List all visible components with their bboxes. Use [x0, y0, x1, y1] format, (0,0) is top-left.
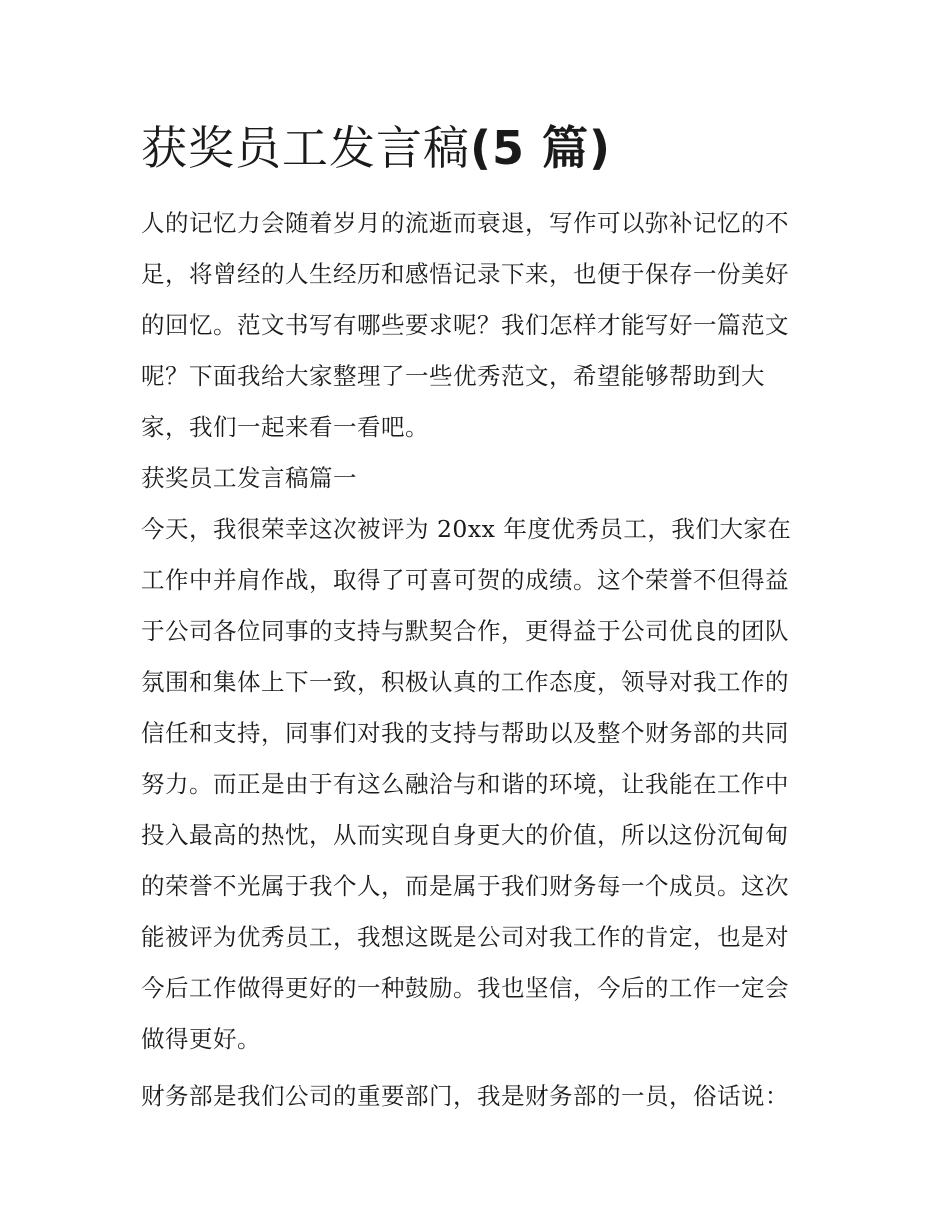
paragraph-1	[141, 504, 821, 1065]
section-heading: 获奖员工发言稿篇一	[141, 464, 357, 492]
text-line: 的荣誉不光属于我个人，而是属于我们财务每一个成员。这次	[141, 872, 789, 900]
document-title	[141, 112, 611, 184]
intro-paragraph	[141, 198, 821, 453]
title-text: 获奖员工发言稿	[141, 121, 470, 175]
text-line: 财务部是我们公司的重要部门，我是财务部的一员，俗话说：	[141, 1082, 789, 1110]
text-line: 信任和支持，同事们对我的支持与帮助以及整个财务部的共同	[141, 719, 789, 747]
text-line: 今天，我很荣幸这次被评为 20xx 年度优秀员工，我们大家在	[141, 515, 792, 543]
text-line: 做得更好。	[141, 1025, 261, 1053]
text-line: 氛围和集体上下一致，积极认真的工作态度，领导对我工作的	[141, 668, 789, 696]
text-line: 的回忆。范文书写有哪些要求呢？我们怎样才能写好一篇范文	[141, 311, 789, 339]
text-line: 呢？下面我给大家整理了一些优秀范文，希望能够帮助到大	[141, 362, 765, 390]
text-line: 能被评为优秀员工，我想这既是公司对我工作的肯定，也是对	[141, 923, 789, 951]
text-line: 努力。而正是由于有这么融洽与和谐的环境，让我能在工作中	[141, 770, 789, 798]
text-line: 今后工作做得更好的一种鼓励。我也坚信，今后的工作一定会	[141, 974, 789, 1002]
text-line: 于公司各位同事的支持与默契合作，更得益于公司优良的团队	[141, 617, 789, 645]
text-line: 投入最高的热忱，从而实现自身更大的价值，所以这份沉甸甸	[141, 821, 789, 849]
title-count: (5 篇)	[470, 121, 612, 175]
text-line: 家，我们一起来看一看吧。	[141, 413, 429, 441]
text-line: 人的记忆力会随着岁月的流逝而衰退，写作可以弥补记忆的不	[141, 209, 789, 237]
text-line: 工作中并肩作战，取得了可喜可贺的成绩。这个荣誉不但得益	[141, 566, 789, 594]
document-body	[141, 198, 821, 1122]
paragraph-2	[141, 1071, 821, 1122]
text-line: 足，将曾经的人生经历和感悟记录下来，也便于保存一份美好	[141, 260, 789, 288]
